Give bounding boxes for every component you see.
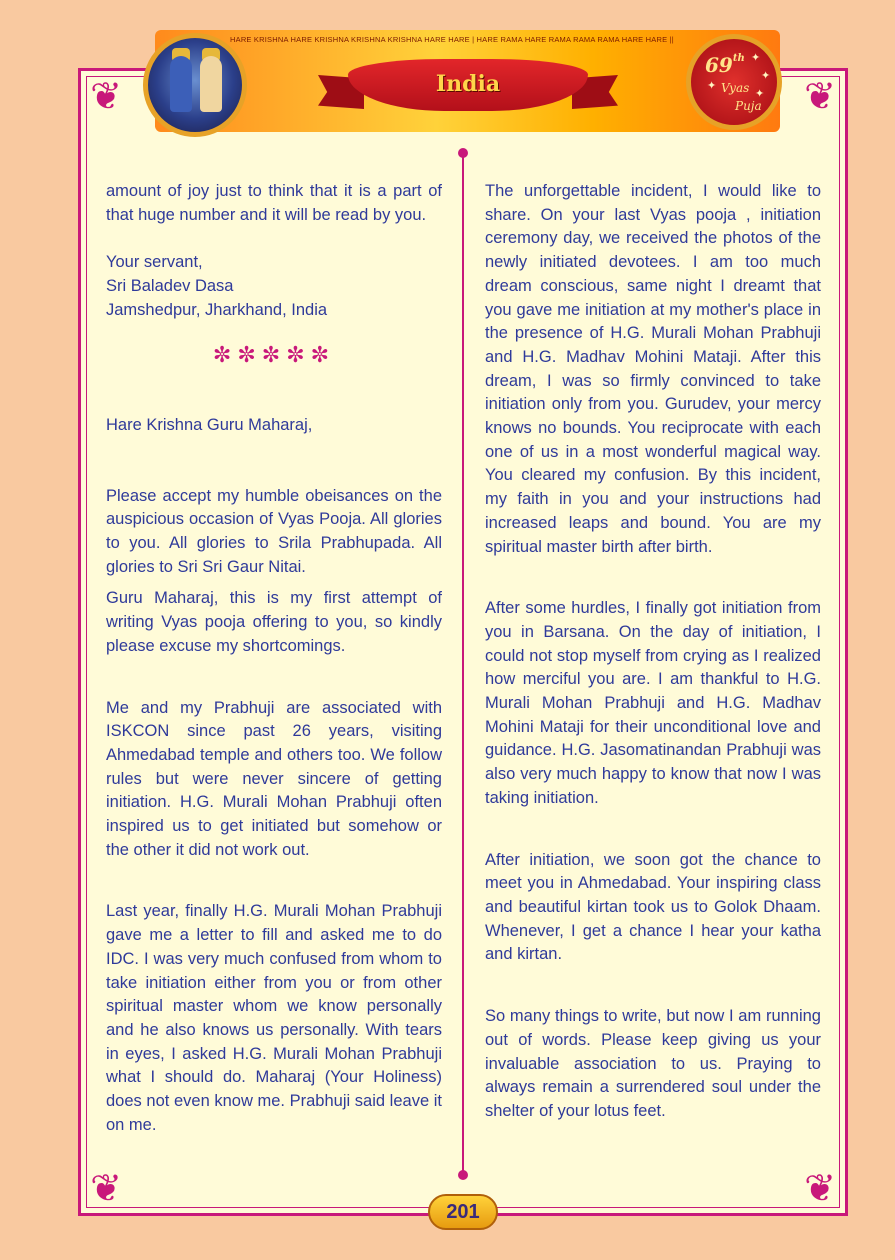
paragraph: Last year, finally H.G. Murali Mohan Prabhuji gave me a letter to fill and asked me to do IDC. I was very much confused from whom to take initiation either from you or from other spiritual master whom we know personally and he also knows us personally. With tears in eyes, I asked H.G. Murali Mohan Prabhuji what I should do. Maharaj (Your Holiness) does not even know me. Prabhuji said leave it on me. — [106, 902, 442, 1134]
corner-ornament-icon: ❦ — [90, 74, 122, 118]
badge-line-vyas: Vyas — [721, 81, 750, 95]
corner-ornament-icon: ❦ — [804, 1166, 836, 1210]
divider-dot-icon — [458, 148, 468, 158]
signature-line: Your servant, — [106, 253, 203, 272]
paragraph: amount of joy just to think that it is a part of that huge number and it will be read by you. — [106, 182, 442, 224]
paragraph: Me and my Prabhuji are associated with ISKCON since past 26 years, visiting Ahmedabad temple and others too. We follow rules but were never sincere of getting initiation. H.G. Murali Mohan Prabhuji often inspired us to get initiated but somehow or the other it did not work out. — [106, 698, 442, 859]
star-icon: ✦ — [761, 69, 771, 82]
page-number: 201 — [428, 1194, 498, 1230]
badge-number: 69th — [705, 53, 745, 77]
title-ribbon — [318, 55, 618, 117]
signature-name: Sri Baladev Dasa — [106, 276, 234, 295]
paragraph: Guru Maharaj, this is my first attempt of writing Vyas pooja offering to you, so kindly please excuse my shortcomings. — [106, 589, 442, 655]
corner-ornament-icon: ❦ — [90, 1166, 122, 1210]
section-separator: ✼✼✼✼✼ — [212, 343, 336, 369]
deity-figure-icon — [170, 56, 192, 112]
star-icon: ✦ — [707, 79, 717, 92]
paragraph: Please accept my humble obeisances on the auspicious occasion of Vyas Pooja. All glories to you. All glories to Srila Prabhupada. All glories to Sri Sri Gaur Nitai. — [106, 486, 442, 576]
paragraph: So many things to write, but now I am running out of words. Please keep giving us your invaluable association to us. Praying to always remain a surrendered soul under the shelter of your lotus feet. — [485, 1007, 821, 1120]
deity-medallion-image — [143, 33, 247, 137]
corner-ornament-icon: ❦ — [804, 74, 836, 118]
paragraph: After some hurdles, I finally got initiation from you in Barsana. On the day of initiation, I could not stop myself from crying as I realized how merciful you are. I am thankful to H.G. Murali Mohan Prabhuji and H.G. Madhav Mohini Mataji for their unconditional love and guidance. H.G. Jasomatinandan Prabhuji was also very much happy to know that now I was taking initiation. — [485, 599, 821, 807]
column-divider — [462, 152, 464, 1176]
signature-location: Jamshedpur, Jharkhand, India — [106, 300, 328, 319]
salutation: Hare Krishna Guru Maharaj, — [106, 415, 313, 434]
paragraph: After initiation, we soon got the chance to meet you in Ahmedabad. Your inspiring class and beautiful kirtan took us to Golok Dhaam. Whenever, I get a chance I hear your katha and kirtan. — [485, 850, 821, 964]
header-mantra: HARE KRISHNA HARE KRISHNA KRISHNA KRISHNA HARE HARE | HARE RAMA HARE RAMA RAMA RAMA HARE HARE || — [230, 35, 674, 44]
vyas-puja-badge — [686, 34, 782, 130]
star-icon: ✦ — [751, 51, 761, 64]
star-icon: ✦ — [755, 87, 765, 100]
divider-dot-icon — [458, 1170, 468, 1180]
deity-figure-icon — [200, 56, 222, 112]
badge-line-puja: Puja — [735, 99, 762, 113]
paragraph: The unforgettable incident, I would like to share. On your last Vyas pooja , initiation ceremony day, we received the photos of the newly initiated devotees. I am too much dream conscious, same night I dreamt that you gave me initiation at my mother's place in the presence of H.G. Murali Mohan Prabhuji and H.G. Madhav Mohini Mataji. After this dream, I was so firmly convinced to take initiation only from you. Gurudev, your mercy knows no bounds. You reciprocate with each one of us in a most wonderful magical way. You cleared my confusion. By this incident, my faith in you and your instructions had increased leaps and bound. You are my spiritual master birth after birth. — [485, 182, 821, 556]
right-column — [485, 180, 821, 1124]
left-column — [106, 180, 442, 1137]
page-title: India — [435, 71, 501, 97]
